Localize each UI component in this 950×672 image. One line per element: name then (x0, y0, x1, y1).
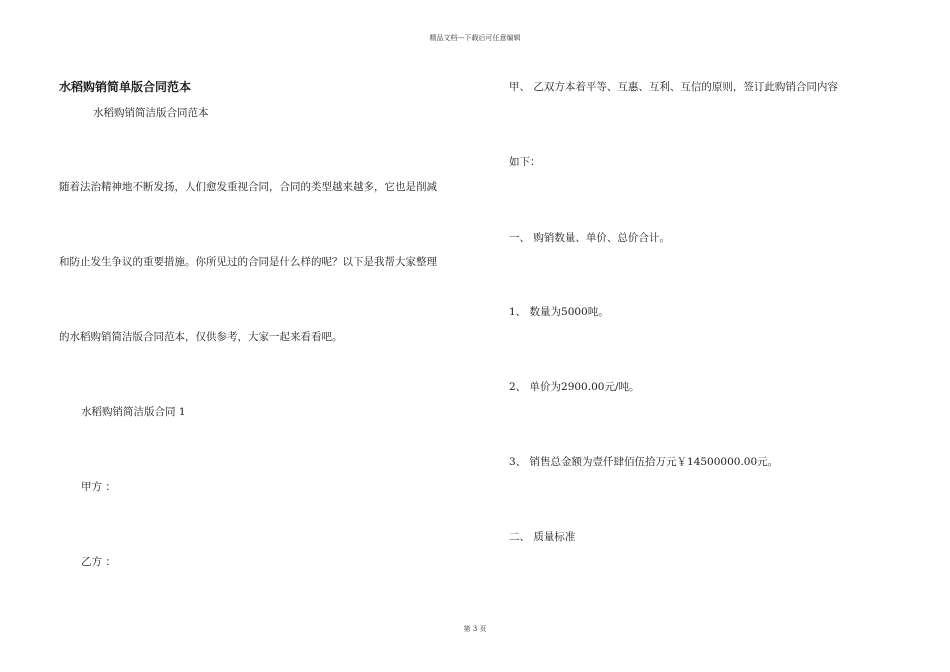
section-1-heading: 一、 购销数量、单价、总价合计。 (509, 232, 670, 244)
item-quantity: 1、 数量为5000吨。 (509, 306, 609, 318)
section-2-heading: 二、 质量标准 (509, 531, 576, 543)
document-title: 水稻购销简单版合同范本 (59, 80, 192, 94)
contract-heading: 水稻购销简洁版合同 1 (81, 406, 186, 418)
agreement-line-2: 如下： (509, 156, 541, 168)
page-number: 第 3 页 (463, 625, 487, 633)
item-total-amount: 3、 销售总金额为壹仟肆佰伍拾万元￥14500000.00元。 (509, 456, 779, 468)
agreement-line-1: 甲、 乙双方本着平等、互惠、互利、互信的原则，签订此购销合同内容 (509, 81, 838, 93)
intro-paragraph-line-3: 的水稻购销简洁版合同范本，仅供参考，大家一起来看看吧。 (59, 331, 343, 343)
page-header: 精品文档---下载后可任意编辑 (429, 34, 521, 42)
party-a-label: 甲方 ： (81, 481, 116, 493)
intro-paragraph-line-2: 和防止发生争议的重要措施。你所见过的合同是什么样的呢？以下是我帮大家整理 (59, 256, 437, 268)
item-unit-price: 2、 单价为2900.00元/吨。 (509, 381, 640, 393)
document-subtitle: 水稻购销简洁版合同范本 (93, 107, 209, 119)
intro-paragraph-line-1: 随着法治精神地不断发扬，人们愈发重视合同，合同的类型越来越多，它也是削减 (59, 181, 437, 193)
party-b-label: 乙方 ： (81, 556, 116, 568)
